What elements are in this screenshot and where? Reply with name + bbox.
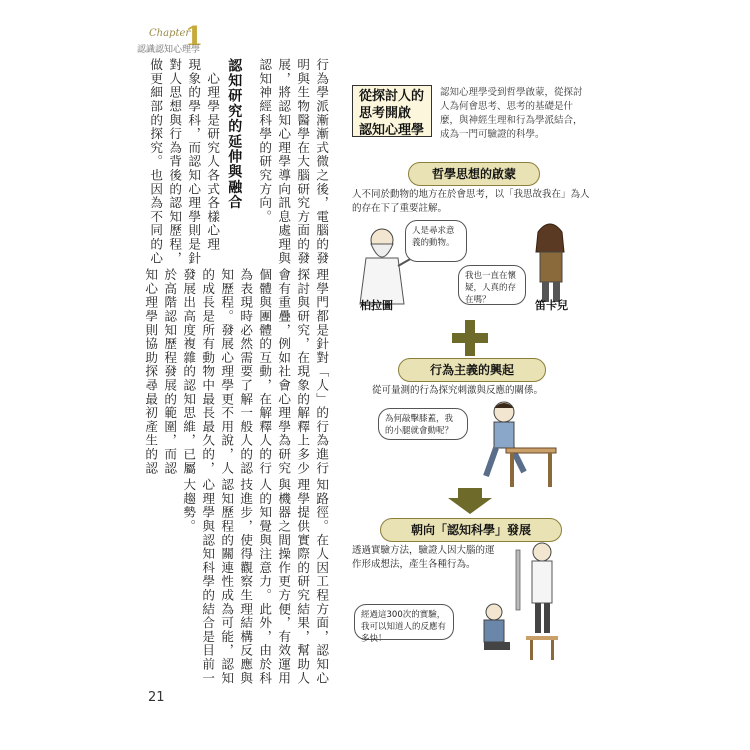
text-column: 於高階認知歷程發展的範圍，而認: [162, 268, 178, 475]
section-pill-cognitive-science: 朝向「認知科學」發展: [380, 518, 562, 542]
name-plato: 柏拉圖: [360, 299, 393, 312]
text-column: 技進步，使得觀察生理結構反應與: [238, 478, 254, 685]
text-column: 理學門都是針對「人」的行為進行: [314, 268, 330, 475]
speech-bubble-knee: 為何敲擊膝蓋，我的小腿就會動呢？: [378, 408, 468, 440]
panel-title-line: 從探討人的: [359, 89, 425, 104]
descartes-figure: [536, 224, 564, 302]
section-pill-philosophy: 哲學思想的啟蒙: [408, 162, 540, 186]
plus-icon: [452, 320, 488, 356]
text-column: 知路徑。在人因工程方面，認知心: [314, 478, 330, 685]
text-column: 的成長是所有動物中最長最久的，: [200, 268, 216, 475]
page-number: 21: [148, 690, 165, 705]
text-column: 知歷程。發展心理學更不用說，人: [219, 268, 235, 475]
section-pill-behaviorism: 行為主義的興起: [398, 358, 546, 382]
text-column: 發展出高度複雜的認知思維，已屬: [181, 268, 197, 475]
section2-text: 從可量測的行為探究刺激與反應的關係。: [372, 385, 544, 396]
text-column: 認知神經科學的研究方向。: [257, 58, 273, 224]
text-column: 大趨勢。: [181, 478, 197, 534]
down-arrow-icon: [448, 488, 492, 514]
chapter-number: 1: [185, 22, 204, 52]
section3-text: 透過實驗方法，驗證人因大腦的運作形成想法，產生各種行為。: [352, 545, 495, 570]
text-column: 為表現時必然需要了解一般人的認: [238, 268, 254, 475]
text-column: 明與生物醫學在大腦研究方面的發: [295, 58, 311, 265]
text-column: 心理學與認知科學的結合是目前一: [200, 478, 216, 685]
chapter-word: Chapter: [149, 28, 191, 39]
section1-text: 人不同於動物的地方在於會思考，以「我思故我在」為人的存在下了重要註解。: [352, 189, 590, 214]
text-column: 認知歷程的關連性成為可能，認知: [219, 478, 235, 685]
text-column: 做更細部的探究。也因為不同的心: [148, 58, 164, 265]
panel-title: [352, 85, 432, 137]
text-column: 會有重疊，例如社會心理學為研究: [276, 268, 292, 475]
panel-title-line: 思考開啟: [359, 106, 412, 121]
knee-reflex-illustration: [466, 398, 578, 490]
speech-bubble-plato: 人是尋求意義的動物。: [405, 220, 467, 262]
chapter-subtitle: 認識認知心理學: [137, 45, 201, 55]
text-column: 個體與團體的互動，在解釋人的行: [257, 268, 273, 475]
name-descartes: 笛卡兒: [535, 299, 568, 312]
section-heading: 認知研究的延伸與融合: [226, 58, 243, 210]
panel-intro: 認知心理學受到哲學啟蒙，從探討人為何會思考、思考的基礎是什麼，與神經生理和行為學派結合，成為一門可驗證的科學。: [440, 87, 583, 140]
speech-bubble-descartes: 我也一直在懷疑，人真的存在嗎？: [458, 265, 526, 305]
panel-title-line: 認知心理學: [359, 123, 425, 138]
text-column: 理學提供實際的研究結果，幫助人: [295, 478, 311, 685]
experiment-illustration: [462, 540, 582, 662]
text-column: 對人思想與行為背後的認知歷程，: [167, 58, 183, 265]
text-column: 人的知覺與注意力。此外，由於科: [257, 478, 273, 685]
text-column: 展，將認知心理學導向訊息處理與: [276, 58, 292, 265]
text-column: 探討與研究，在現象的解釋上多少: [295, 268, 311, 475]
text-column: 行為學派漸漸式微之後，電腦的發: [314, 58, 330, 265]
text-column: 現象的學科，而認知心理學則是針: [186, 58, 202, 265]
text-column: 知心理學則協助探尋最初產生的認: [143, 268, 159, 475]
text-column: 與機器之間操作更方便，有效運用: [276, 478, 292, 685]
speech-bubble-experiment: 經過這300次的實驗，我可以知道人的反應有多快！: [354, 604, 454, 640]
text-column: 心理學是研究人各式各樣心理: [205, 58, 221, 252]
